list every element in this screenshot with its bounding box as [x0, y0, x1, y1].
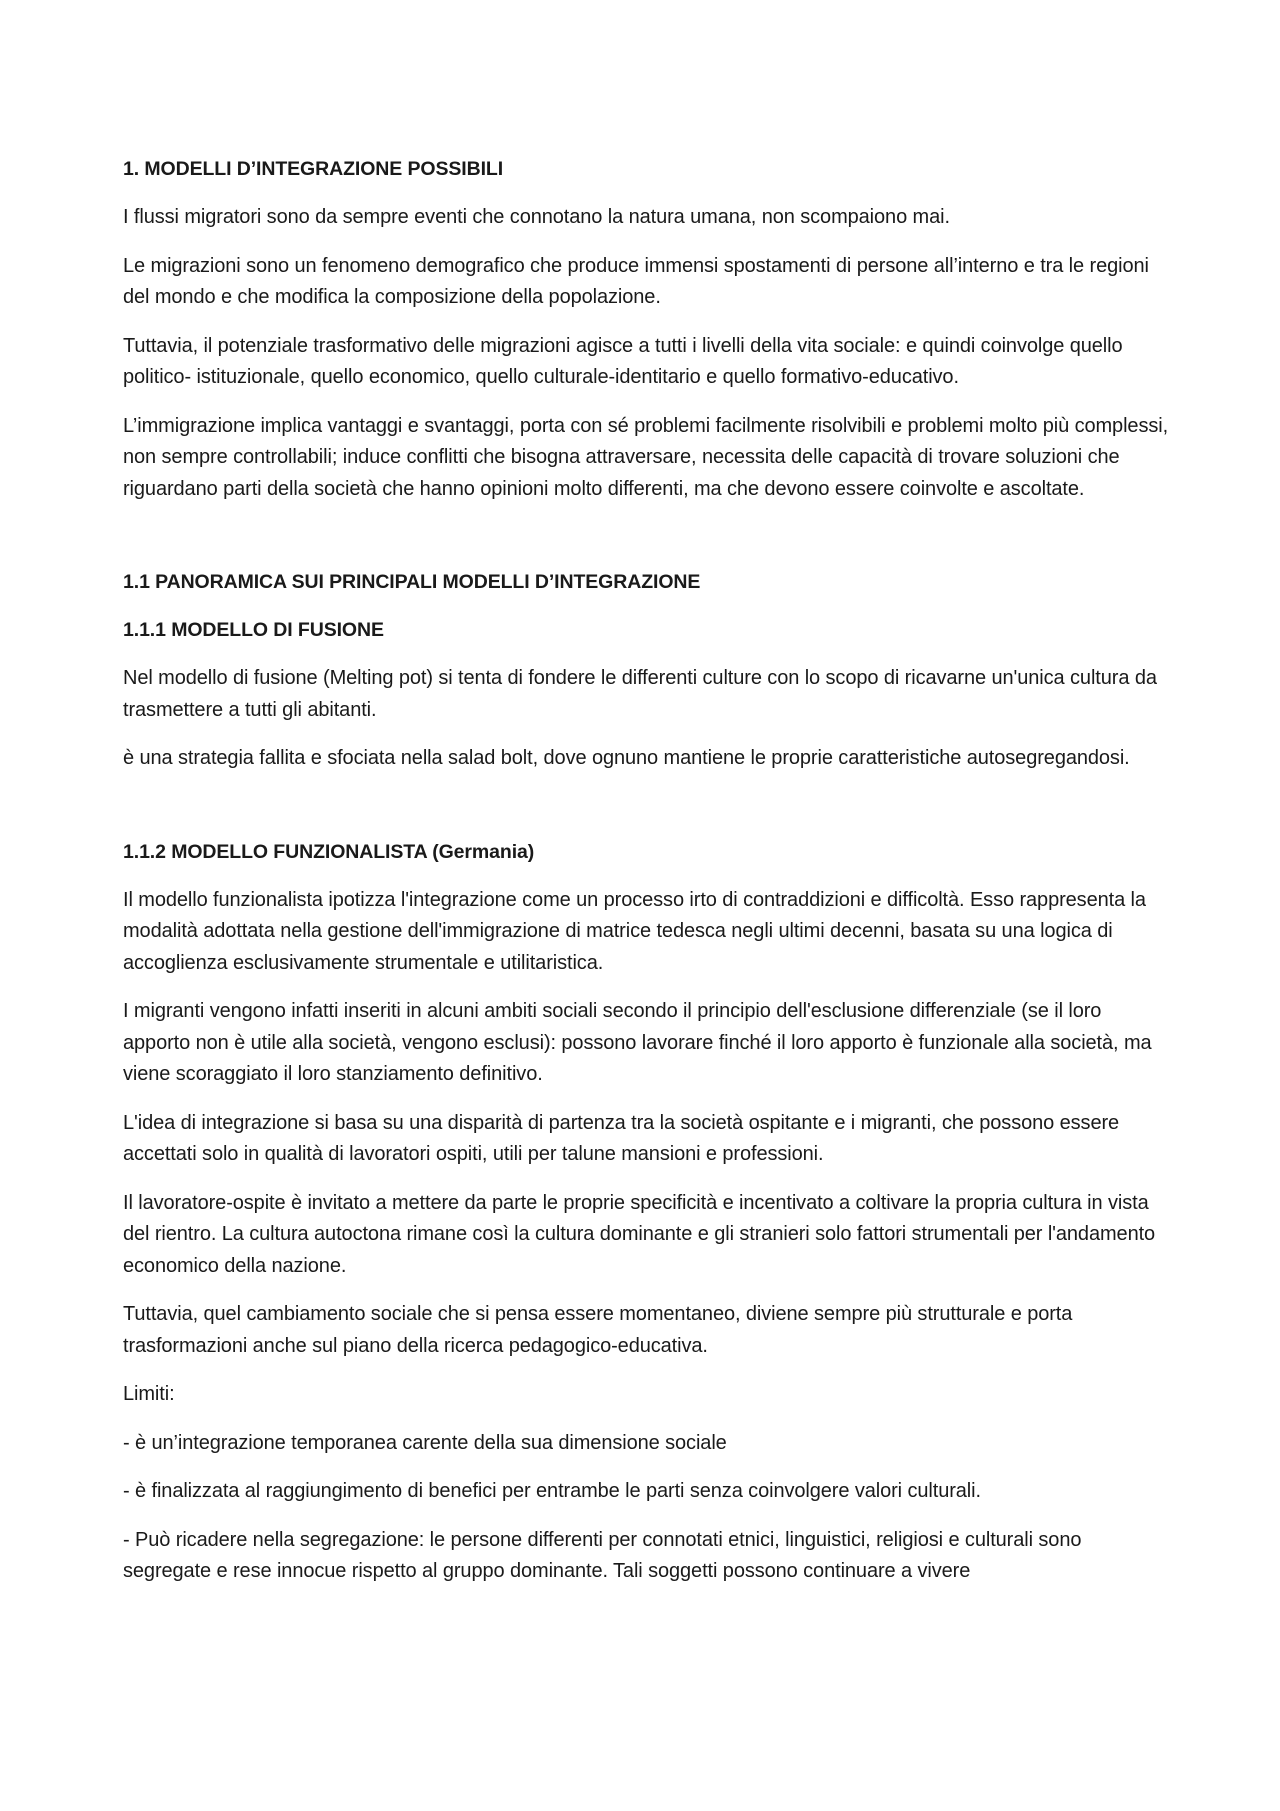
list-item: - Può ricadere nella segregazione: le persone differenti per connotati etnici, linguistici, religiosi e culturali sono segregate e rese innocue rispetto al gruppo dominante. Tali soggetti possono continuare a vivere [123, 1528, 1082, 1582]
paragraph: Il lavoratore-ospite è invitato a mettere da parte le proprie specificità e incentivato a coltivare la propria cultura in vista del rientro. La cultura autoctona rimane così la cultura dominante e gli stranieri solo fattori strumentali per l'andamento economico della nazione. [123, 1191, 1156, 1277]
paragraph: Tuttavia, quel cambiamento sociale che si pensa essere momentaneo, diviene sempre più strutturale e porta trasformazioni anche sul piano della ricerca pedagogico-educativa. [123, 1303, 1073, 1357]
list-item: - è finalizzata al raggiungimento di benefici per entrambe le parti senza coinvolgere valori culturali. [123, 1480, 981, 1502]
paragraph: Il modello funzionalista ipotizza l'integrazione come un processo irto di contraddizioni e difficoltà. Esso rappresenta la modalità adottata nella gestione dell'immigrazione di matrice tedesca negli ultimi decenni, basata su una logica di accoglienza esclusivamente strumentale e utilitaristica. [123, 888, 1146, 974]
section-heading-modello-funzionalista: 1.1.2 MODELLO FUNZIONALISTA (Germania) [123, 840, 535, 863]
paragraph: L’immigrazione implica vantaggi e svantaggi, porta con sé problemi facilmente risolvibili e problemi molto più complessi, non sempre controllabili; induce conflitti che bisogna attraversare, necessita delle capacità di trovare soluzioni che riguardano parti della società che hanno opinioni molto differenti, ma che devono essere coinvolte e ascoltate. [123, 414, 1169, 500]
list-item: - è un’integrazione temporanea carente della sua dimensione sociale [123, 1431, 727, 1454]
paragraph: Tuttavia, il potenziale trasformativo delle migrazioni agisce a tutti i livelli della vita sociale: e quindi coinvolge quello politico- istituzionale, quello economico, quello culturale-identitario e quello formativo-educativo. [123, 334, 1123, 388]
paragraph: L'idea di integrazione si basa su una disparità di partenza tra la società ospitante e i migranti, che possono essere accettati solo in qualità di lavoratori ospiti, utili per talune mansioni e professioni. [123, 1111, 1120, 1165]
paragraph: I migranti vengono infatti inseriti in alcuni ambiti sociali secondo il principio dell'esclusione differenziale (se il loro apporto non è utile alla società, vengono esclusi): possono lavorare finché il loro apporto è funzionale alla società, ma viene scoraggiato il loro stanziamento definitivo. [123, 1000, 1152, 1085]
paragraph: Le migrazioni sono un fenomeno demografico che produce immensi spostamenti di persone all’interno e tra le regioni del mondo e che modifica la composizione della popolazione. [123, 254, 1149, 308]
paragraph: Nel modello di fusione (Melting pot) si tenta di fondere le differenti culture con lo scopo di ricavarne un'unica cultura da trasmettere a tutti gli abitanti. [123, 667, 1157, 721]
section-heading-panoramica: 1.1 PANORAMICA SUI PRINCIPALI MODELLI D’INTEGRAZIONE [123, 571, 701, 593]
paragraph: I flussi migratori sono da sempre eventi che connotano la natura umana, non scompaiono mai. [123, 206, 950, 228]
limits-label: Limiti: [123, 1383, 175, 1405]
section-heading-modelli-integrazione: 1. MODELLI D’INTEGRAZIONE POSSIBILI [123, 158, 504, 180]
section-heading-modello-fusione: 1.1.1 MODELLO DI FUSIONE [123, 619, 384, 641]
paragraph: è una strategia fallita e sfociata nella salad bolt, dove ognuno mantiene le proprie caratteristiche autosegregandosi. [123, 747, 1130, 769]
document-body [123, 154, 1173, 1605]
